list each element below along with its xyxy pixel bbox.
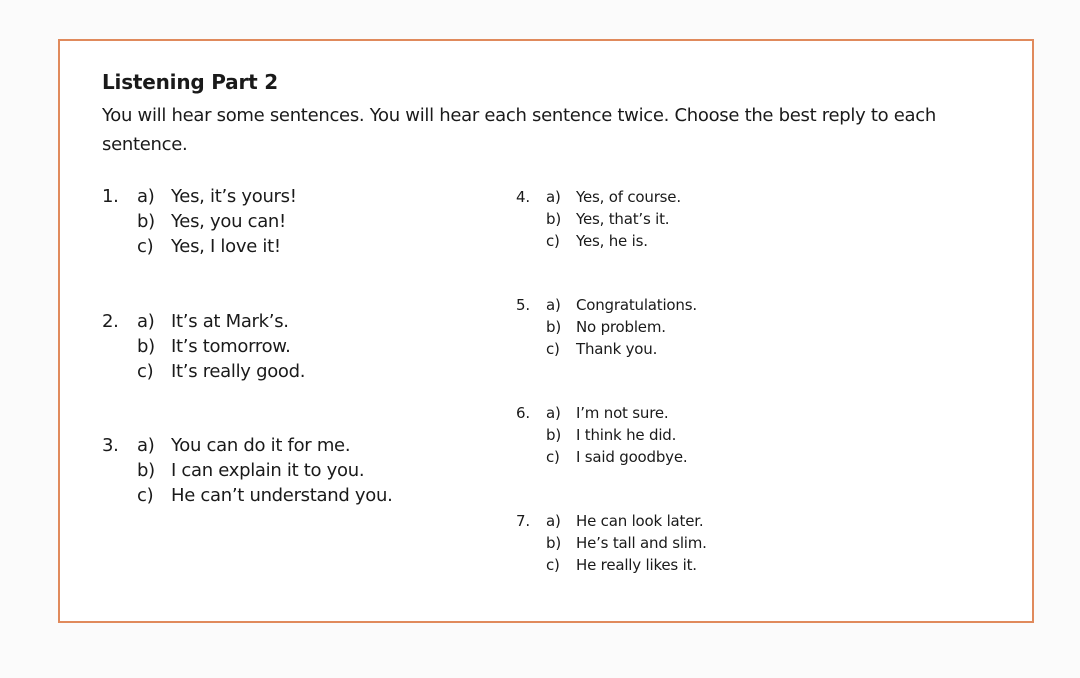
page-title: Listening Part 2 [102,70,278,94]
option-letter: c) [546,556,560,574]
option-text: Yes, you can! [171,211,286,232]
option-text: I’m not sure. [576,404,669,422]
option-text: He’s tall and slim. [576,534,707,552]
question-number: 5. [516,296,530,314]
question-number: 1. [102,186,119,207]
option-text: It’s tomorrow. [171,336,291,357]
option-letter: c) [546,448,560,466]
question-number: 3. [102,435,119,456]
option-letter: b) [546,534,561,552]
question-number: 2. [102,311,119,332]
option-letter: b) [546,318,561,336]
option-letter: a) [137,311,155,332]
option-text: I said goodbye. [576,448,688,466]
option-text: Yes, he is. [576,232,648,250]
option-letter: a) [546,296,561,314]
question-number: 6. [516,404,530,422]
option-letter: c) [137,485,154,506]
instructions-text: You will hear some sentences. You will hear each sentence twice. Choose the best reply to each sentence. [102,105,936,155]
option-letter: c) [546,232,560,250]
question-number: 7. [516,512,530,530]
option-letter: c) [137,236,154,257]
option-text: It’s really good. [171,361,306,382]
option-text: It’s at Mark’s. [171,311,289,332]
option-letter: b) [137,336,155,357]
option-text: Yes, that’s it. [576,210,670,228]
option-text: He can look later. [576,512,704,530]
option-text: I think he did. [576,426,677,444]
option-letter: c) [137,361,154,382]
option-text: Yes, of course. [576,188,681,206]
option-text: He can’t understand you. [171,485,393,506]
option-letter: b) [137,211,155,232]
option-letter: a) [546,404,561,422]
option-letter: b) [546,426,561,444]
option-letter: a) [546,512,561,530]
option-text: Yes, I love it! [171,236,281,257]
option-text: No problem. [576,318,666,336]
option-letter: a) [137,186,155,207]
option-letter: b) [546,210,561,228]
option-letter: c) [546,340,560,358]
option-text: Yes, it’s yours! [171,186,297,207]
option-letter: b) [137,460,155,481]
option-letter: a) [137,435,155,456]
option-text: He really likes it. [576,556,697,574]
option-text: Congratulations. [576,296,697,314]
option-text: I can explain it to you. [171,460,365,481]
question-number: 4. [516,188,530,206]
option-letter: a) [546,188,561,206]
option-text: You can do it for me. [171,435,351,456]
option-text: Thank you. [576,340,658,358]
